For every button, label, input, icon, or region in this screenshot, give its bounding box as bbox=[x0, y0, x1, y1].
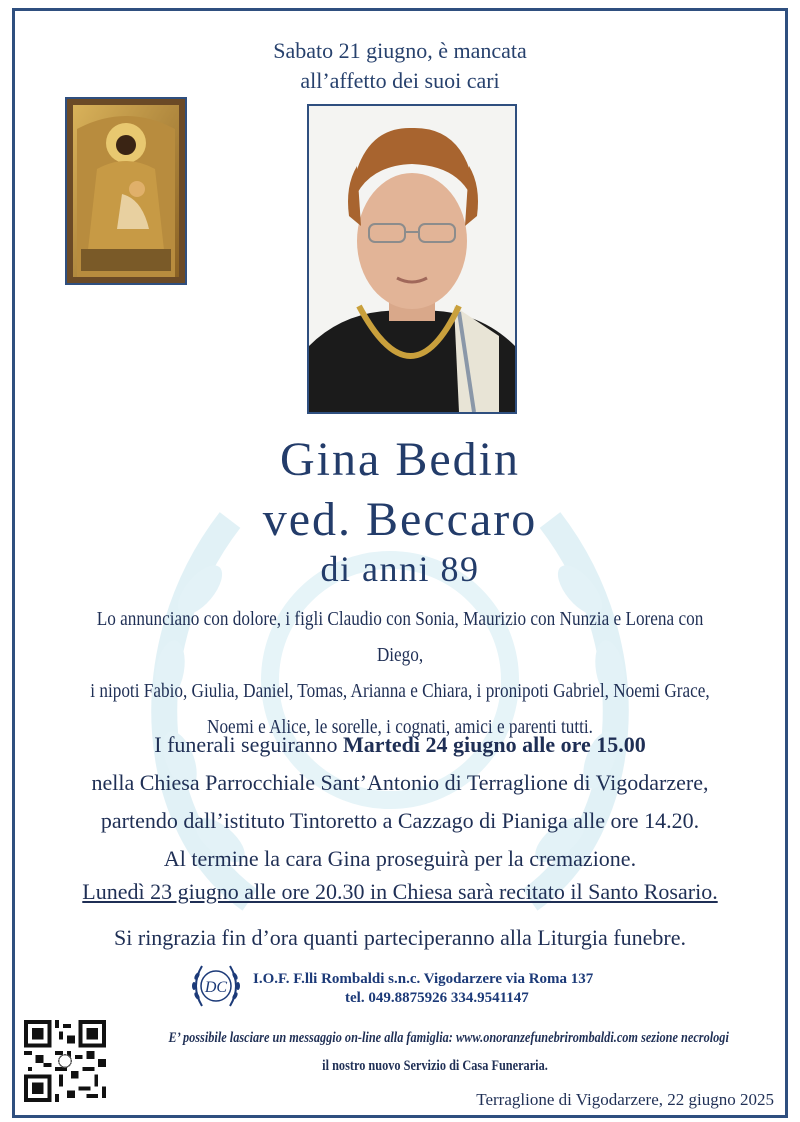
deceased-name: Gina Bedin bbox=[280, 433, 520, 486]
age-text: di anni 89 bbox=[320, 549, 480, 589]
announcement-line-3: Noemi e Alice, le sorelle, i cognati, amici e parenti tutti. bbox=[207, 716, 593, 738]
rosary-notice bbox=[20, 879, 780, 905]
intro-line-2: all’affetto dei suoi cari bbox=[300, 68, 500, 93]
online-message: E’ possibile lasciare un messaggio on-line alla famiglia: www.onoranzefunebrirombaldi.com sezione necrologi bbox=[168, 1030, 729, 1046]
agency-phone[interactable]: tel. 049.8875926 334.9541147 bbox=[345, 990, 529, 1006]
funeral-date-time: Martedì 24 giugno alle ore 15.00 bbox=[343, 732, 646, 757]
portrait-photo bbox=[307, 104, 517, 414]
agency-address: I.O.F. F.lli Rombaldi s.n.c. Vigodarzere via Roma 137 bbox=[253, 971, 594, 987]
madonna-and-child-icon bbox=[65, 97, 187, 285]
logo-monogram: DC bbox=[204, 979, 228, 996]
thanks-text: Si ringrazia fin d’ora quanti parteciperanno alla Liturgia funebre. bbox=[114, 925, 686, 950]
funeral-home-service: il nostro nuovo Servizio di Casa Funeraria. bbox=[322, 1058, 548, 1074]
funeral-line-2: nella Chiesa Parrocchiale Sant’Antonio di Terraglione di Vigodarzere, bbox=[91, 770, 709, 795]
intro-line-1: Sabato 21 giugno, è mancata bbox=[273, 38, 527, 63]
announcement-line-2: i nipoti Fabio, Giulia, Daniel, Tomas, Arianna e Chiara, i pronipoti Gabriel, Noemi Grace, bbox=[90, 680, 710, 702]
announcement-text bbox=[73, 601, 727, 745]
intro-text bbox=[200, 36, 600, 96]
place-and-date: Terraglione di Vigodarzere, 22 giugno 2025 bbox=[476, 1090, 774, 1109]
qr-code[interactable] bbox=[24, 1020, 106, 1102]
funeral-line-1 bbox=[20, 726, 780, 764]
agency-logo bbox=[188, 960, 244, 1012]
funeral-line-4: Al termine la cara Gina proseguirà per la cremazione. bbox=[163, 846, 637, 871]
funeral-prefix: I funerali seguiranno bbox=[154, 732, 344, 757]
funeral-line-3: partendo dall’istituto Tintoretto a Cazzago di Pianiga alle ore 14.20. bbox=[100, 808, 700, 833]
announcement-line-1: Lo annunciano con dolore, i figli Claudio con Sonia, Maurizio con Nunzia e Lorena con Diego, bbox=[96, 608, 704, 666]
funeral-details bbox=[20, 726, 780, 878]
rosary-text: Lunedì 23 giugno alle ore 20.30 in Chiesa sarà recitato il Santo Rosario. bbox=[82, 879, 718, 904]
widow-name: ved. Beccaro bbox=[262, 493, 538, 546]
